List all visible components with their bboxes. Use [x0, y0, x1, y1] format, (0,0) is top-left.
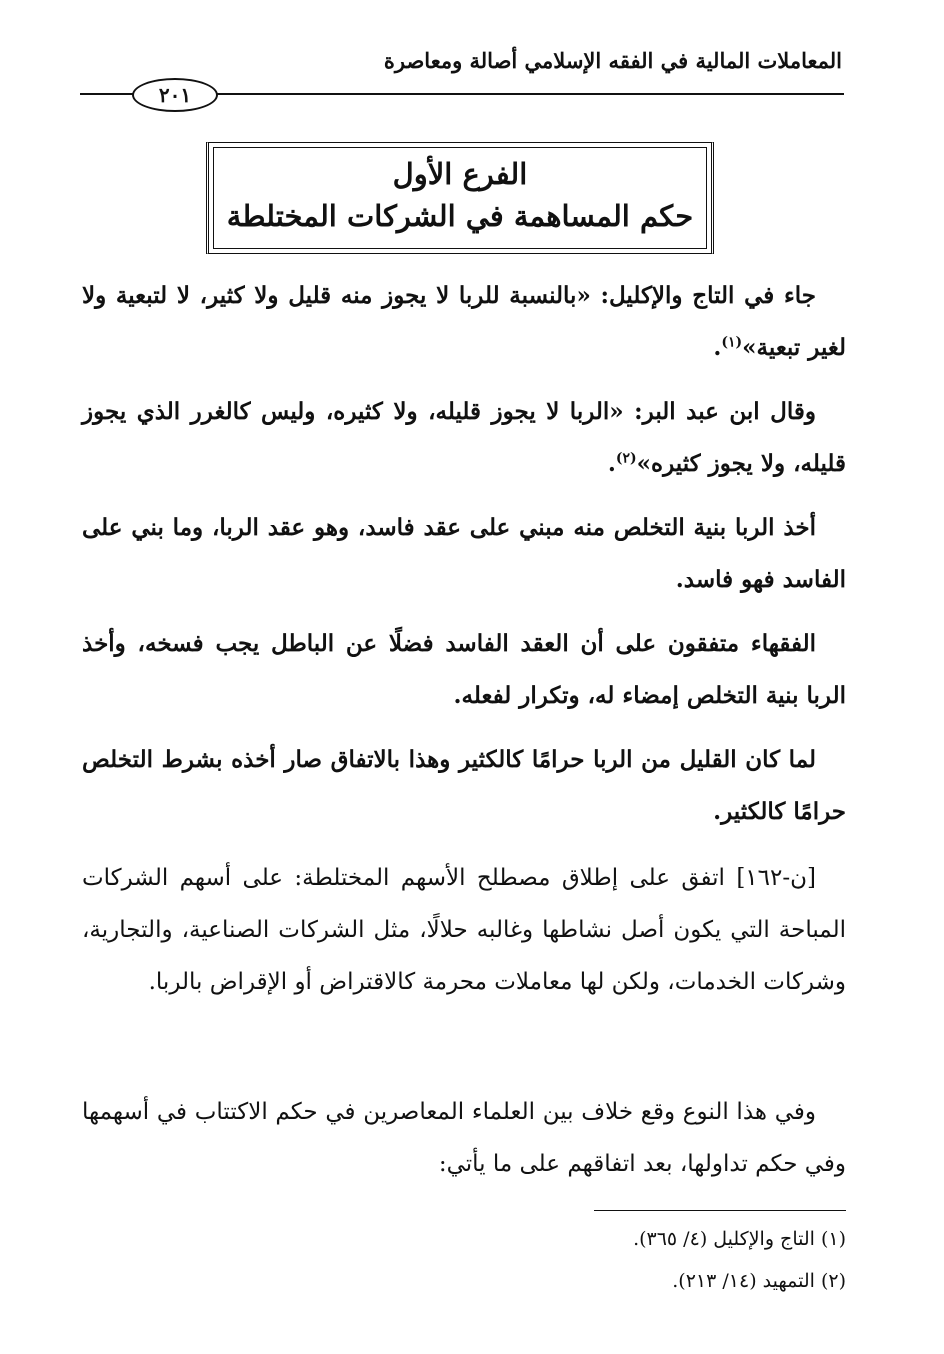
paragraph-text: لما كان القليل من الربا حرامًا كالكثير وهذا بالاتفاق صار أخذه بشرط التخلص حرامًا كالكثير.: [82, 746, 846, 825]
paragraph-text: الفقهاء متفقون على أن العقد الفاسد فضلًا عن الباطل يجب فسخه، وأخذ الربا بنية التخلص إمضاء له، وتكرار لفعله.: [82, 630, 846, 709]
running-header-title: المعاملات المالية في الفقه الإسلامي أصالة ومعاصرة: [383, 48, 842, 73]
paragraph-text: وقال ابن عبد البر: «الربا لا يجوز قليله، ولا كثيره، وليس كالغرر الذي يجوز قليله، ولا يجوز كثيره»: [82, 398, 846, 477]
paragraph-mixed-shares: [82, 852, 846, 1008]
section-title-frame: [206, 142, 714, 254]
section-heading: الفرع الأول: [392, 157, 528, 191]
footnote-separator: [594, 1210, 846, 1211]
paragraph-taj-iklil: [82, 270, 846, 374]
section-subheading: حكم المساهمة في الشركات المختلطة: [226, 199, 694, 233]
footnote-reference: (٢): [615, 450, 637, 467]
paragraph-end: .: [607, 450, 616, 477]
paragraph-riba-intent: [82, 502, 846, 606]
paragraph-end: .: [713, 334, 722, 361]
page-number-badge: ٢٠١: [132, 78, 218, 112]
paragraph-text: أخذ الربا بنية التخلص منه مبني على عقد فاسد، وهو عقد الربا، وما بني على الفاسد فهو فاسد.: [82, 514, 846, 593]
footnote-2: (٢) التمهيد (١٤/ ٢١٣).: [672, 1270, 846, 1292]
paragraph-little-riba: [82, 734, 846, 838]
paragraph-text: [ن-١٦٢] اتفق على إطلاق مصطلح الأسهم المختلطة: على أسهم الشركات المباحة التي يكون أصل نشاطها وغالبه حلالًا، مثل الشركات الصناعية، والتجارية، وشركات الخدمات، ولكن لها معاملات محرمة كالاقتراض أو الإقراض بالربا.: [82, 865, 846, 995]
paragraph-disagreement: [82, 1086, 846, 1190]
paragraph-text: وفي هذا النوع وقع خلاف بين العلماء المعاصرين في حكم الاكتتاب في أسهمها وفي حكم تداولها، بعد اتفاقهم على ما يأتي:: [82, 1099, 846, 1177]
paragraph-text: جاء في التاج والإكليل: «بالنسبة للربا لا يجوز منه قليل ولا كثير، لا لتبعية ولا لغير تبعية»: [82, 282, 846, 361]
paragraph-ibn-abd-albarr: [82, 386, 846, 490]
paragraph-fuqaha-agree: [82, 618, 846, 722]
footnote-1: (١) التاج والإكليل (٤/ ٣٦٥).: [633, 1228, 846, 1250]
footnote-reference: (١): [721, 334, 743, 351]
